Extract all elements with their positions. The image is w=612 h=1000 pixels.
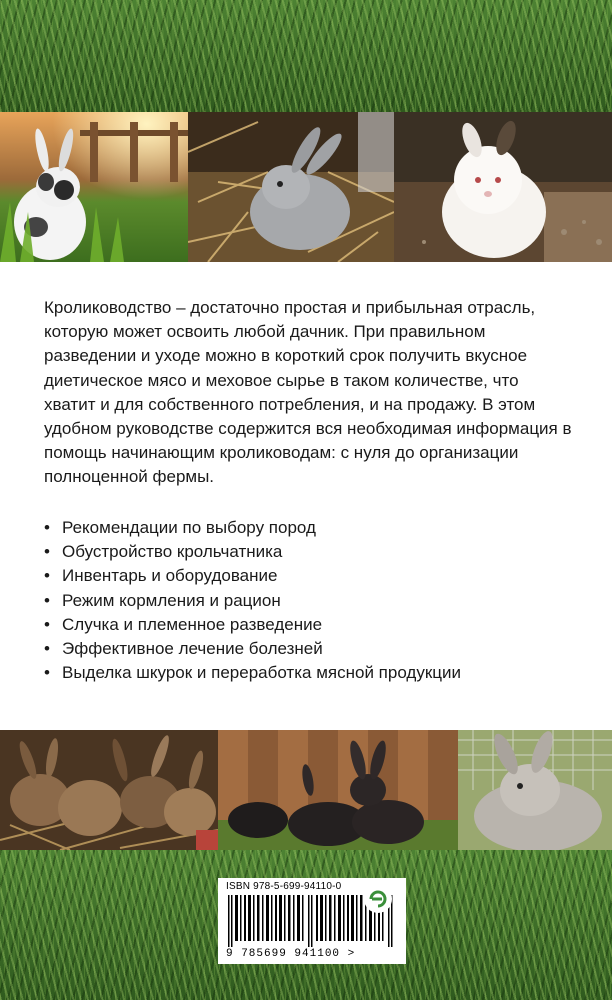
list-item: • Случка и племенное разведение — [44, 613, 574, 637]
list-item: • Режим кормления и рацион — [44, 589, 574, 613]
bullet-icon: • — [44, 590, 50, 610]
grass-background-top — [0, 0, 612, 112]
bullet-icon: • — [44, 542, 50, 562]
bullet-icon: • — [44, 614, 50, 634]
photo-grey-rabbit-in-hay — [188, 112, 394, 262]
bullet-icon: • — [44, 566, 50, 586]
bullet-icon: • — [44, 518, 50, 537]
annotation-panel — [0, 262, 612, 730]
list-item: • Инвентарь и оборудование — [44, 564, 574, 588]
bullet-icon: • — [44, 663, 50, 683]
book-description: Кролиководство – достаточно простая и прибыльная отрасль, которую может освоить любой дачник. При правильном разведении и уходе можно в короткий срок получить вкусное диетическое мясо и меховое сырье в таком количестве, что хватит и для собственного потребления, и на продажу. В этом удобном руководстве содержится вся необходимая информация в помощь начинающим кролиководам: с нуля до организации полноценной фермы. — [44, 298, 572, 487]
list-item: • Эффективное лечение болезней — [44, 637, 574, 661]
bullet-icon: • — [44, 639, 50, 659]
barcode-digits: 9 785699 941100 > — [226, 948, 356, 960]
feature-list — [44, 516, 574, 685]
photo-white-angora-rabbit — [394, 112, 612, 262]
list-item: • Обустройство крольчатника — [44, 540, 574, 564]
list-item: • Рекомендации по выбору пород — [44, 516, 574, 540]
eksmo-logo-icon — [363, 884, 393, 914]
bottom-photo-strip — [0, 730, 612, 850]
photo-grey-angora-rabbit-in-cage — [458, 730, 612, 850]
list-item: • Выделка шкурок и переработка мясной продукции — [44, 661, 574, 685]
isbn-number: ISBN 978-5-699-94110-0 — [226, 881, 342, 892]
top-photo-strip — [0, 112, 612, 262]
photo-group-of-brown-rabbits — [0, 730, 218, 850]
photo-black-rabbits — [218, 730, 458, 850]
photo-spotted-rabbit-in-grass — [0, 112, 188, 262]
